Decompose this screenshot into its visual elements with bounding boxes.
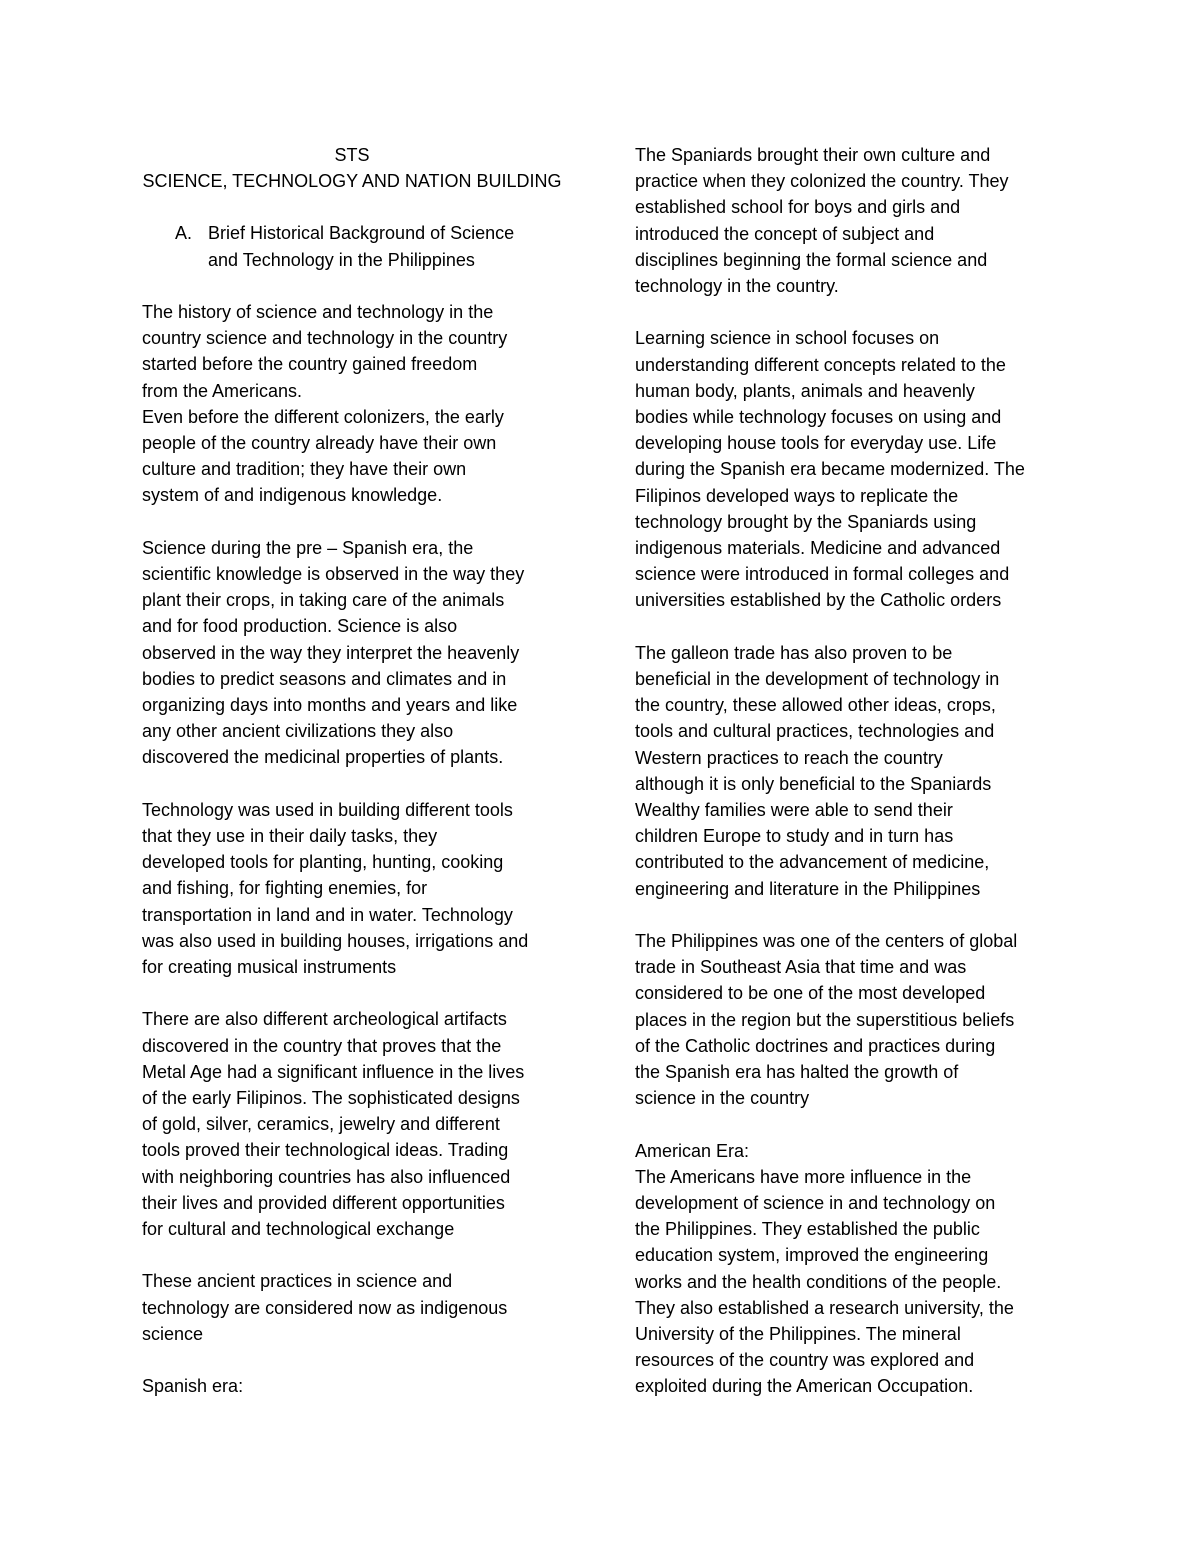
text-line: engineering and literature in the Philippines <box>635 878 981 899</box>
text-line: considered to be one of the most developed <box>635 983 986 1004</box>
text-line: and fishing, for fighting enemies, for <box>142 878 428 899</box>
paragraph <box>635 1138 1075 1400</box>
text-line: They also established a research university, the <box>635 1297 1014 1318</box>
text-line: culture and tradition; they have their own <box>142 459 467 480</box>
text-line: of the Catholic doctrines and practices during <box>635 1035 996 1056</box>
text-line: the country, these allowed other ideas, crops, <box>635 695 996 716</box>
text-line: education system, improved the engineering <box>635 1245 989 1266</box>
text-line: any other ancient civilizations they also <box>142 721 454 742</box>
text-line: Spanish era: <box>142 1376 244 1397</box>
text-line: beneficial in the development of technology in <box>635 669 1000 690</box>
text-line: Metal Age had a significant influence in the lives <box>142 1061 525 1082</box>
left-paragraphs <box>142 299 582 1399</box>
text-line: Filipinos developed ways to replicate the <box>635 485 959 506</box>
text-line: technology are considered now as indigenous <box>142 1297 508 1318</box>
text-line: There are also different archeological artifacts <box>142 1009 507 1030</box>
text-line: their lives and provided different opportunities <box>142 1192 505 1213</box>
text-line: The history of science and technology in the <box>142 302 494 322</box>
paragraph <box>142 299 582 509</box>
text-line: bodies to predict seasons and climates and in <box>142 668 507 689</box>
paragraph <box>142 1373 582 1399</box>
text-line: for creating musical instruments <box>142 957 397 978</box>
text-line: children Europe to study and in turn has <box>635 826 954 847</box>
text-line: plant their crops, in taking care of the animals <box>142 590 505 611</box>
text-line: for cultural and technological exchange <box>142 1219 455 1240</box>
text-line: during the Spanish era became modernized. The <box>635 459 1025 480</box>
right-column <box>635 142 1075 1400</box>
text-line: American Era: <box>635 1140 750 1161</box>
text-line: Wealthy families were able to send their <box>635 800 953 821</box>
text-line: of the early Filipinos. The sophisticated designs <box>142 1088 520 1109</box>
text-line: developing house tools for everyday use. Life <box>635 433 997 454</box>
text-line: practice when they colonized the country. They <box>635 171 1009 192</box>
text-line: contributed to the advancement of medicine, <box>635 852 990 873</box>
text-line: resources of the country was explored and <box>635 1350 975 1371</box>
text-line: Technology was used in building different tools <box>142 799 513 820</box>
text-line: works and the health conditions of the people. <box>635 1271 1002 1292</box>
right-paragraphs <box>635 142 1075 1400</box>
text-line: These ancient practices in science and <box>142 1271 453 1292</box>
text-line: the Spanish era has halted the growth of <box>635 1062 959 1083</box>
text-line: of gold, silver, ceramics, jewelry and different <box>142 1114 500 1135</box>
text-line: The Americans have more influence in the <box>635 1166 972 1187</box>
text-line: although it is only beneficial to the Spaniards <box>635 773 992 794</box>
text-line: people of the country already have their own <box>142 433 497 454</box>
text-line: organizing days into months and years and like <box>142 695 518 716</box>
text-line: indigenous materials. Medicine and advanced <box>635 538 1001 559</box>
paragraph <box>635 325 1075 613</box>
paragraph <box>142 1268 582 1347</box>
paragraph <box>635 640 1075 902</box>
text-line: places in the region but the superstitious beliefs <box>635 1009 1015 1030</box>
paragraph <box>635 928 1075 1111</box>
document-title: STS <box>334 145 370 165</box>
text-line: technology in the country. <box>635 276 839 297</box>
text-line: The galleon trade has also proven to be <box>635 642 953 663</box>
left-column <box>142 142 582 1399</box>
text-line: with neighboring countries has also influenced <box>142 1166 511 1187</box>
text-line: and for food production. Science is also <box>142 616 458 637</box>
text-line: science were introduced in formal colleges and <box>635 564 1010 585</box>
text-line: that they use in their daily tasks, they <box>142 826 438 847</box>
text-line: exploited during the American Occupation. <box>635 1376 974 1397</box>
text-line: established school for boys and girls and <box>635 197 961 218</box>
text-line: understanding different concepts related to the <box>635 354 1006 375</box>
text-line: the Philippines. They established the public <box>635 1219 980 1240</box>
text-line: disciplines beginning the formal science and <box>635 249 988 270</box>
text-line: introduced the concept of subject and <box>635 223 935 244</box>
paragraph <box>142 797 582 980</box>
text-line: developed tools for planting, hunting, cooking <box>142 852 504 873</box>
text-line: observed in the way they interpret the heavenly <box>142 642 520 663</box>
text-line: started before the country gained freedom <box>142 354 478 375</box>
text-line: tools proved their technological ideas. Trading <box>142 1140 509 1161</box>
text-line: science in the country <box>635 1088 810 1109</box>
document-subtitle: SCIENCE, TECHNOLOGY AND NATION BUILDING <box>142 171 562 192</box>
paragraph <box>142 1006 582 1242</box>
section-heading-text <box>208 220 548 272</box>
text-line: The Spaniards brought their own culture and <box>635 145 991 165</box>
text-line: human body, plants, animals and heavenly <box>635 380 975 401</box>
text-line: discovered in the country that proves that the <box>142 1035 502 1056</box>
text-line: The Philippines was one of the centers of global <box>635 931 1018 952</box>
text-line: Science during the pre – Spanish era, the <box>142 537 474 558</box>
section-heading <box>142 220 582 272</box>
text-line: technology brought by the Spaniards using <box>635 511 977 532</box>
text-line: universities established by the Catholic orders <box>635 590 1002 611</box>
text-line: bodies while technology focuses on using and <box>635 407 1002 428</box>
text-line: discovered the medicinal properties of plants. <box>142 747 504 768</box>
paragraph <box>635 142 1075 299</box>
text-line: system of and indigenous knowledge. <box>142 485 443 506</box>
section-marker: A. <box>175 223 193 244</box>
text-line: development of science in and technology on <box>635 1193 996 1214</box>
text-line: University of the Philippines. The mineral <box>635 1324 961 1345</box>
section-heading-line: Brief Historical Background of Science <box>208 223 515 244</box>
section-heading-line: and Technology in the Philippines <box>208 249 475 270</box>
title-block <box>142 142 562 194</box>
text-line: country science and technology in the country <box>142 328 508 349</box>
paragraph <box>142 535 582 771</box>
text-line: science <box>142 1323 204 1344</box>
text-line: Even before the different colonizers, the early <box>142 406 504 427</box>
text-line: transportation in land and in water. Technology <box>142 904 513 925</box>
text-line: from the Americans. <box>142 380 303 401</box>
text-line: tools and cultural practices, technologies and <box>635 721 995 742</box>
text-line: Western practices to reach the country <box>635 747 943 768</box>
text-line: Learning science in school focuses on <box>635 328 940 349</box>
text-line: was also used in building houses, irrigations and <box>142 930 529 951</box>
text-line: scientific knowledge is observed in the way they <box>142 564 525 585</box>
text-line: trade in Southeast Asia that time and was <box>635 957 967 978</box>
